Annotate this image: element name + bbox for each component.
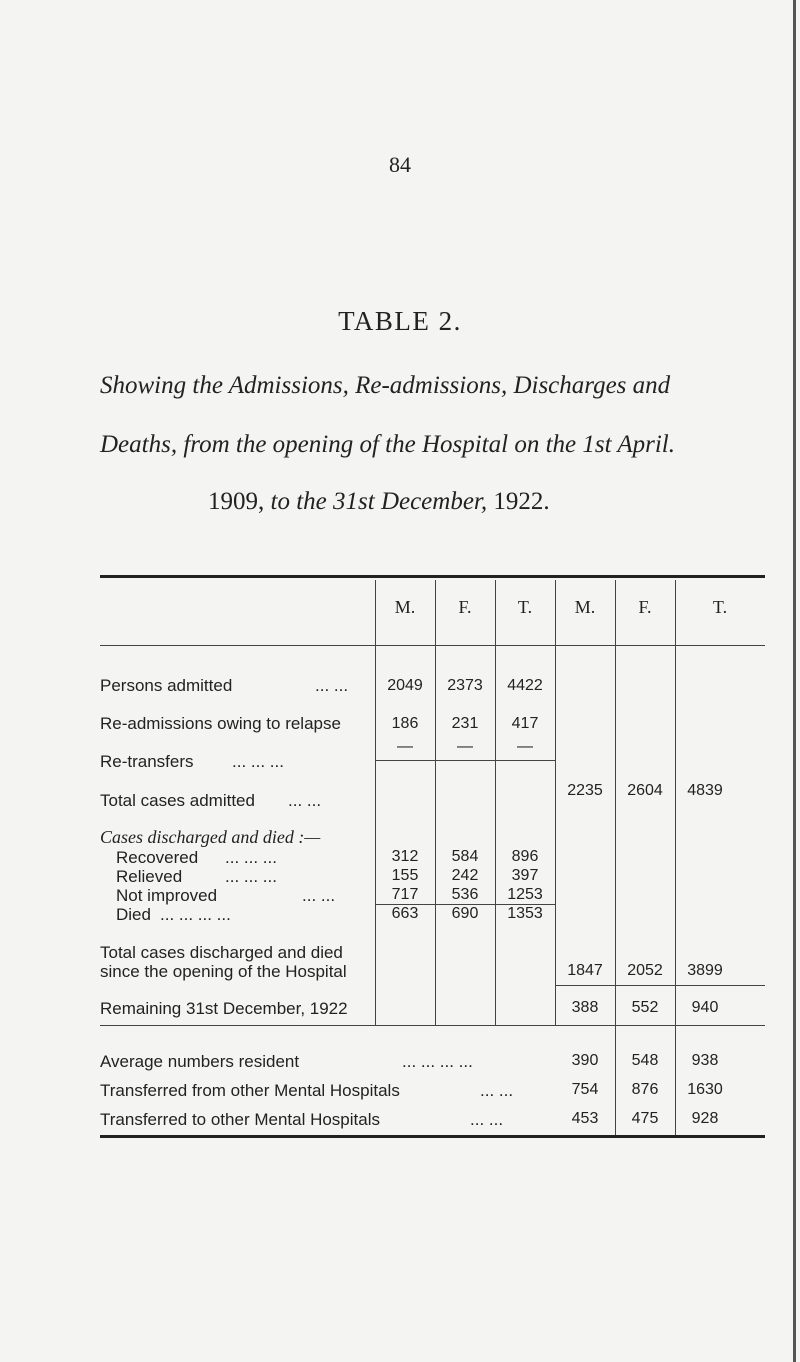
row-label-relieved: Relieved (116, 867, 183, 886)
cell-persons-admitted-f: 2373 (447, 677, 483, 694)
cell-total-admitted-m: 2235 (567, 782, 603, 799)
subtitle-month: December, (380, 488, 488, 515)
cell-retransfers-f: — (457, 738, 473, 755)
cell-recovered-m: 312 (391, 848, 419, 865)
cell-total-discharged-m: 1847 (567, 962, 603, 979)
cell-total-admitted-t: 4839 (687, 782, 723, 799)
cell-average-resident-f: 548 (631, 1052, 659, 1069)
header-m-2: M. (574, 597, 596, 617)
cell-died-m: 663 (391, 905, 419, 922)
row-label-not-improved: Not improved (116, 886, 218, 905)
cell-total-admitted-f: 2604 (627, 782, 663, 799)
cell-not-improved-m: 717 (391, 886, 419, 903)
table-bottom-rule (100, 1135, 765, 1138)
subtitle-line-1: Showing the Admissions, Re-admissions, Discharges and (100, 372, 671, 399)
row-dots-total-admitted: ... ... (288, 791, 322, 810)
row-dots-transferred-from: ... ... (480, 1081, 514, 1100)
cell-recovered-t: 896 (511, 848, 539, 865)
cell-persons-admitted-m: 2049 (387, 677, 423, 694)
cell-relieved-f: 242 (451, 867, 479, 884)
row-label-transferred-from: Transferred from other Mental Hospitals (100, 1081, 400, 1100)
col-divider-3 (495, 580, 496, 1025)
cell-remaining-f: 552 (631, 999, 659, 1016)
subtitle-line-2: Deaths, from the opening of the Hospital on the 1st April. (100, 431, 675, 458)
cell-persons-admitted-t: 4422 (507, 677, 543, 694)
row-dots-persons-admitted: ... ... (315, 676, 349, 695)
row-label-persons-admitted: Persons admitted (100, 676, 233, 695)
cell-retransfers-m: — (397, 738, 413, 755)
subtitle-line-3 (208, 488, 550, 516)
page-edge (793, 0, 796, 1362)
header-f-2: F. (638, 597, 652, 617)
cell-transferred-to-t: 928 (691, 1110, 719, 1127)
cell-died-t: 1353 (507, 905, 543, 922)
header-f-1: F. (458, 597, 472, 617)
header-rule (100, 645, 765, 646)
row-label-total-discharged-2: since the opening of the Hospital (100, 962, 347, 981)
cell-transferred-to-f: 475 (631, 1110, 659, 1127)
col-divider-4 (555, 580, 556, 1025)
row-dots-recovered: ... ... ... (225, 848, 277, 867)
cell-average-resident-t: 938 (691, 1052, 719, 1069)
row-label-died: Died (116, 905, 151, 924)
cell-relieved-m: 155 (391, 867, 419, 884)
cell-total-discharged-t: 3899 (687, 962, 723, 979)
row-dots-died: ... ... ... ... (160, 905, 231, 924)
discharged-heading: Cases discharged and died :— (100, 827, 321, 847)
row-label-remaining: Remaining 31st December, 1922 (100, 999, 348, 1018)
cell-remaining-t: 940 (691, 999, 719, 1016)
cell-transferred-from-m: 754 (571, 1081, 599, 1098)
section-rule (100, 1025, 765, 1026)
cell-transferred-from-t: 1630 (687, 1081, 723, 1098)
cell-transferred-from-f: 876 (631, 1081, 659, 1098)
subtitle-day: 31st (333, 488, 375, 515)
row-label-retransfers: Re-transfers (100, 752, 194, 771)
subtitle-year-end: 1922. (493, 488, 550, 515)
cell-not-improved-t: 1253 (507, 886, 543, 903)
page-number: 84 (389, 152, 411, 177)
row-dots-retransfers: ... ... ... (232, 752, 284, 771)
row-label-average-resident: Average numbers resident (100, 1052, 300, 1071)
row-dots-transferred-to: ... ... (470, 1110, 504, 1129)
subtitle-year-start: 1909, (208, 488, 265, 515)
cell-relieved-t: 397 (511, 867, 539, 884)
col-divider-1 (375, 580, 376, 1025)
cell-readmissions-t: 417 (511, 715, 539, 732)
row-dots-relieved: ... ... ... (225, 867, 277, 886)
row-label-transferred-to: Transferred to other Mental Hospitals (100, 1110, 380, 1129)
cell-average-resident-m: 390 (571, 1052, 599, 1069)
header-t-2: T. (712, 597, 728, 617)
cell-readmissions-m: 186 (391, 715, 419, 732)
cell-not-improved-f: 536 (451, 886, 479, 903)
col-divider-2 (435, 580, 436, 1025)
row-dots-not-improved: ... ... (302, 886, 336, 905)
row-label-recovered: Recovered (116, 848, 199, 867)
cell-readmissions-f: 231 (451, 715, 479, 732)
subtitle-to-the: to the (270, 488, 327, 515)
cell-remaining-m: 388 (571, 999, 599, 1016)
header-t-1: T. (517, 597, 533, 617)
block-b-rule-2 (555, 985, 765, 986)
cell-recovered-f: 584 (451, 848, 479, 865)
cell-total-discharged-f: 2052 (627, 962, 663, 979)
header-m-1: M. (394, 597, 416, 617)
row-label-readmissions: Re-admissions owing to relapse (100, 714, 341, 733)
row-label-total-admitted: Total cases admitted (100, 791, 255, 810)
block-a-bottom-rule (375, 760, 555, 761)
row-dots-average-resident: ... ... ... ... (402, 1052, 473, 1071)
table-title: TABLE 2. (338, 306, 462, 336)
row-label-total-discharged-1: Total cases discharged and died (100, 943, 343, 962)
cell-retransfers-t: — (517, 738, 533, 755)
cell-died-f: 690 (451, 905, 479, 922)
table-top-rule (100, 575, 765, 578)
cell-transferred-to-m: 453 (571, 1110, 599, 1127)
